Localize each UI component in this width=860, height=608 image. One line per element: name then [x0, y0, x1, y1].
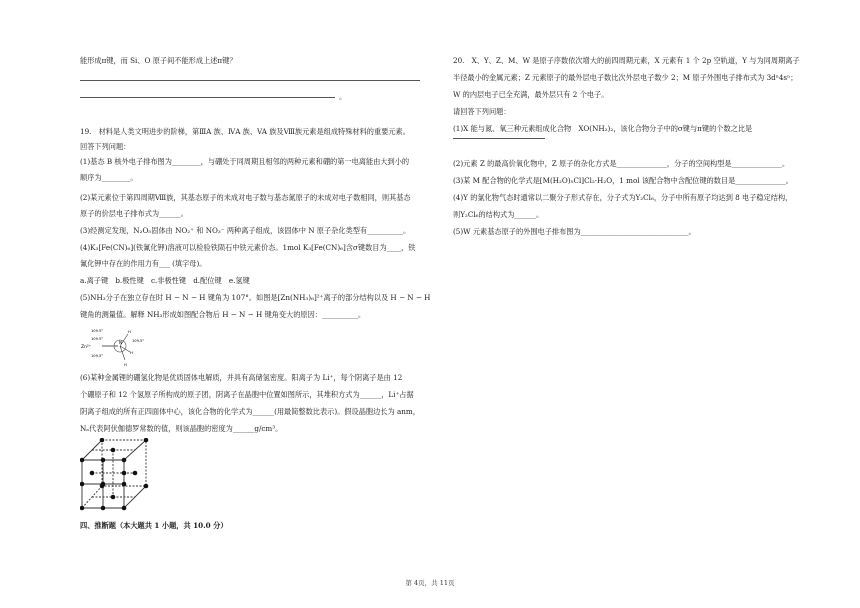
q20-part3: (3)某 M 配合物的化学式是[M(H₂O)₅Cl]Cl₂·H₂O，1 mol 该配合物中含配位键的数目是______________。	[453, 176, 793, 185]
q19-part6-line1: (6)某种金属锂的硼氢化物是优质固体电解质，并具有高储氢密度。阳离子为 Li⁺，每个阴离子是由 12	[80, 373, 403, 382]
q20-part4-line1: (4)Y 的氯化物气态时通常以二聚分子形式存在，分子式为Y₂Cl₆，分子中所有原子均达到 8 电子稳定结构，	[453, 193, 793, 202]
q19-prompt: 回答下列问题：	[80, 142, 131, 151]
q19-options: a.离子键 b.极性键 c.非极性键 d.配位键 e.氢键	[80, 276, 250, 285]
n-label: N	[119, 340, 122, 345]
q19-part6-line3: 阴离子组成的所有正四面体中心，该化合物的化学式为______(用最简整数比表示)。假设晶胞边长为 anm，	[80, 407, 420, 416]
q20-part2: (2)元素 Z 的最高价氧化物中，Z 原子的杂化方式是______________，分子的空间构型是______________。	[453, 159, 790, 168]
angle-label-4: 109.5°	[132, 339, 145, 343]
zn-complex-figure	[80, 324, 150, 368]
q19-part1-line1: (1)基态 B 核外电子排布图为________，与硼处于同周期且相邻的两种元素和硼的第一电离能由大到小的	[80, 157, 410, 166]
h-label-2: H	[130, 350, 133, 355]
q20-line2: 半径最小的金属元素；Z 元素原子的最外层电子数比次外层电子数少 2；M 原子外围电子排布式为 3dⁿ4sⁿ；	[453, 73, 798, 82]
q19-part1-line2: 顺序为________。	[80, 173, 138, 182]
angle-label-2: 109.5°	[91, 337, 104, 341]
intro-text: 能形成π键，而 Si、O 原子间不能形成上述π键？	[80, 56, 237, 65]
q20-part5: (5)W 元素基态原子的外围电子排布图为______________________________。	[453, 227, 696, 236]
q19-part6-line4: Nₐ代表阿伏伽德罗常数的值，则该晶胞的密度为______g/cm³。	[80, 424, 283, 433]
q20-line3: W 的内层电子已全充满，最外层只有 2 个电子。	[453, 90, 609, 99]
answer-line-1	[80, 80, 420, 81]
h-label-1: H	[128, 329, 131, 334]
q19-part5-line1: (5)NH₃分子在独立存在时 H − N − H 键角为 107°。如图是[Zn(NH₃)₆]²⁺离子的部分结构以及 H − N − H	[80, 293, 431, 302]
q19-part2-line2: 原子的价层电子排布式为______。	[80, 209, 188, 218]
answer-line-2	[80, 97, 335, 98]
q19-part3: (3)经测定发现，N₂O₅固体由 NO₂⁺ 和 NO₃⁻ 两种离子组成，该固体中 N 原子杂化类型有__________。	[80, 226, 411, 235]
q19-part6-line2: 个硼原子和 12 个氢原子所构成的原子团，阴离子在晶胞中位置如图所示，其堆积方式为______，Li⁺占据	[80, 390, 414, 399]
section-4-heading: 四、推断题（本大题共 1 小题，共 10.0 分）	[80, 521, 228, 530]
q19-part4-line2: 氰化钾中存在的作用力有___ (填字母)。	[80, 259, 207, 268]
q20-prompt: 请回答下列问题：	[453, 107, 511, 116]
angle-label-3: 109.5°	[91, 354, 104, 358]
answer-line-period: 。	[339, 92, 347, 101]
q19-part2-line1: (2)某元素位于第四周期Ⅷ族，其基态原子的未成对电子数与基态氮原子的未成对电子数相同，则其基态	[80, 193, 411, 202]
page-footer: 第 4页，共 11页	[405, 579, 455, 587]
angle-label-1: 109.5°	[91, 329, 104, 333]
q20-line1: 20. X、Y、Z、M、W 是原子序数依次增大的前四周期元素，X 元素有 1 个 2p 空轨道，Y 与为同周期离子	[453, 56, 800, 65]
q20-part1-answer-line	[453, 138, 545, 139]
crystal-cell-figure	[80, 438, 152, 514]
q20-part4-line2: 则Y₂Cl₆的结构式为______。	[453, 210, 544, 219]
q20-part1: (1)X 能与氮、氧三种元素组成化合物 XO(NH₂)₂，该化合物分子中的σ键与π键的个数之比是	[453, 124, 753, 133]
zn-label: Zn²⁺	[81, 345, 92, 350]
q19-part5-line2: 键角的测量值。解释 NH₃形成如图配合物后 H − N − H 键角变大的原因：__________。	[80, 310, 366, 319]
h-label-3: H	[124, 362, 127, 367]
q19-title: 19. 材料是人类文明进步的阶梯，第ⅢA 族、ⅣA 族、VA 族及Ⅷ族元素是组成特殊材料的重要元素。	[80, 127, 410, 136]
q19-part4-line1: (4)K₃[Fe(CN)₆](铁氰化钾)溶液可以检验铁陨石中铁元素价态。1mol K₃[Fe(CN)₆]含σ键数目为____，铁	[80, 243, 416, 252]
